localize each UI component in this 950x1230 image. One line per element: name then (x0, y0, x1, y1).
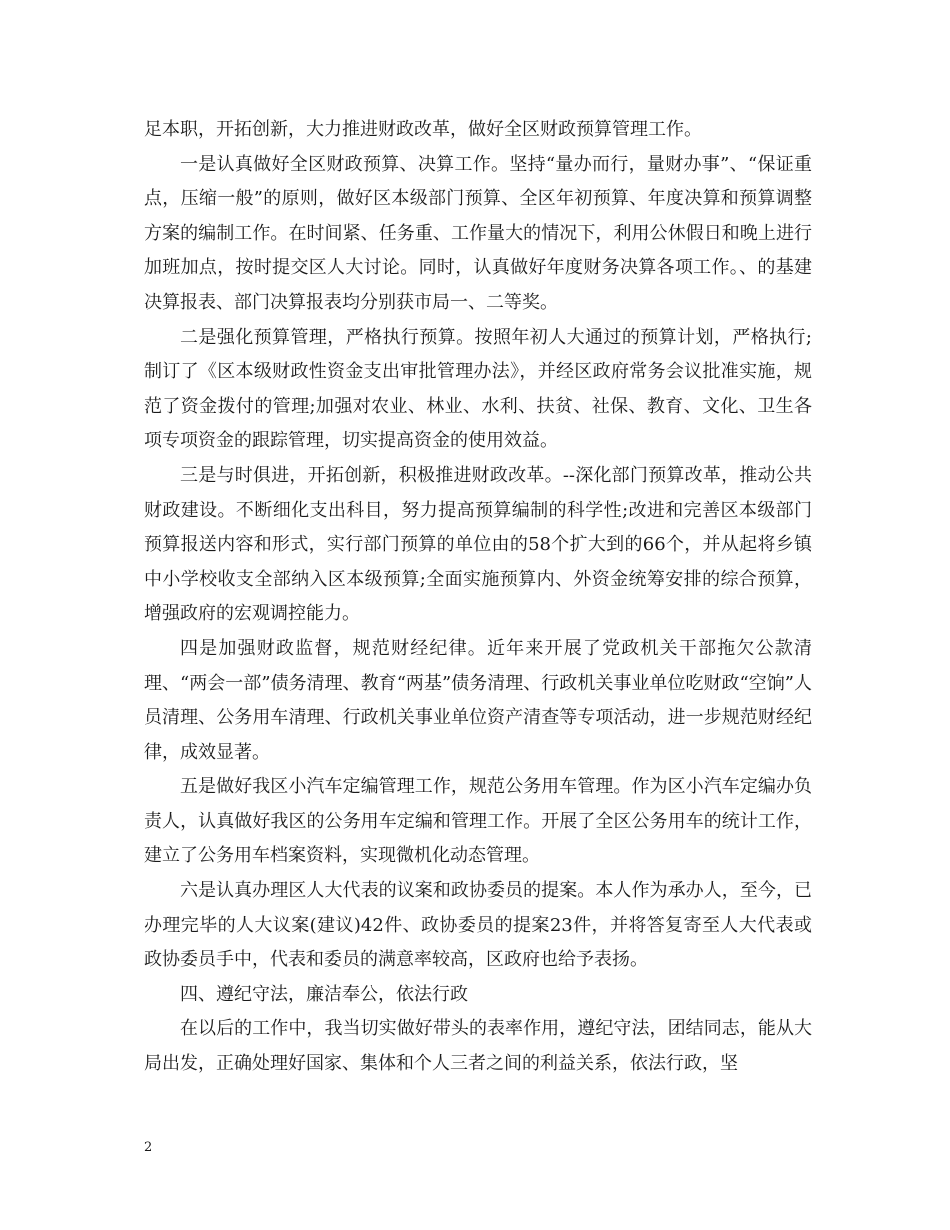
section-heading-discipline: 四、遵纪守法，廉洁奉公，依法行政 (180, 983, 468, 1005)
page-number: 2 (144, 1140, 153, 1155)
paragraph-fiscal-supervision: 四是加强财政监督，规范财经纪律。近年来开展了党政机关干部拖欠公款清理、“两会一部”债务清理、教育“两基”债务清理、行政机关事业单位吃财政“空饷”人员清理、公务用车清理、行政机关事业单位资产清查等专项活动，进一步规范财经纪律，成效显著。 (144, 637, 812, 763)
paragraph-continuation: 足本职，开拓创新，大力推进财政改革，做好全区财政预算管理工作。 (144, 119, 702, 140)
paragraph-budget-final-accounts: 一是认真做好全区财政预算、决算工作。坚持“量办而行，量财办事”、“保证重点，压缩一般”的原则，做好区本级部门预算、全区年初预算、年度决算和预算调整方案的编制工作。在时间紧、任务重、工作量大的情况下，利用公休假日和晚上进行加班加点，按时提交区人大讨论。同时，认真做好年度财务决算各项工作。、的基建决算报表、部门决算报表均分别获市局一、二等奖。 (144, 153, 812, 313)
paragraph-fiscal-reform: 三是与时俱进，开拓创新，积极推进财政改革。--深化部门预算改革，推动公共财政建设。不断细化支出科目，努力提高预算编制的科学性;改进和完善区本级部门预算报送内容和形式，实行部门预算的单位由的58个扩大到的66个，并从起将乡镇中小学校收支全部纳入区本级预算;全面实施预算内、外资金统筹安排的综合预算，增强政府的宏观调控能力。 (144, 464, 812, 625)
paragraph-vehicle-management: 五是做好我区小汽车定编管理工作，规范公务用车管理。作为区小汽车定编办负责人，认真做好我区的公务用车定编和管理工作。开展了全区公务用车的统计工作，建立了公务用车档案资料，实现微机化动态管理。 (144, 776, 812, 867)
paragraph-budget-management: 二是强化预算管理，严格执行预算。按照年初人大通过的预算计划，严格执行;制订了《区本级财政性资金支出审批管理办法》，并经区政府常务会议批准实施，规范了资金拨付的管理;加强对农业、林业、水利、扶贫、社保、教育、文化、卫生各项专项资金的跟踪管理，切实提高资金的使用效益。 (144, 326, 812, 452)
paragraph-proposals: 六是认真办理区人大代表的议案和政协委员的提案。本人作为承办人，至今，已办理完毕的人大议案(建议)42件、政协委员的提案23件，并将答复寄至人大代表或政协委员手中，代表和委员的满意率较高，区政府也给予表扬。 (144, 880, 812, 971)
document-body (144, 113, 812, 1082)
paragraph-future-work: 在以后的工作中，我当切实做好带头的表率作用，遵纪守法，团结同志，能从大局出发，正确处理好国家、集体和个人三者之间的利益关系，依法行政，坚 (144, 1018, 812, 1075)
